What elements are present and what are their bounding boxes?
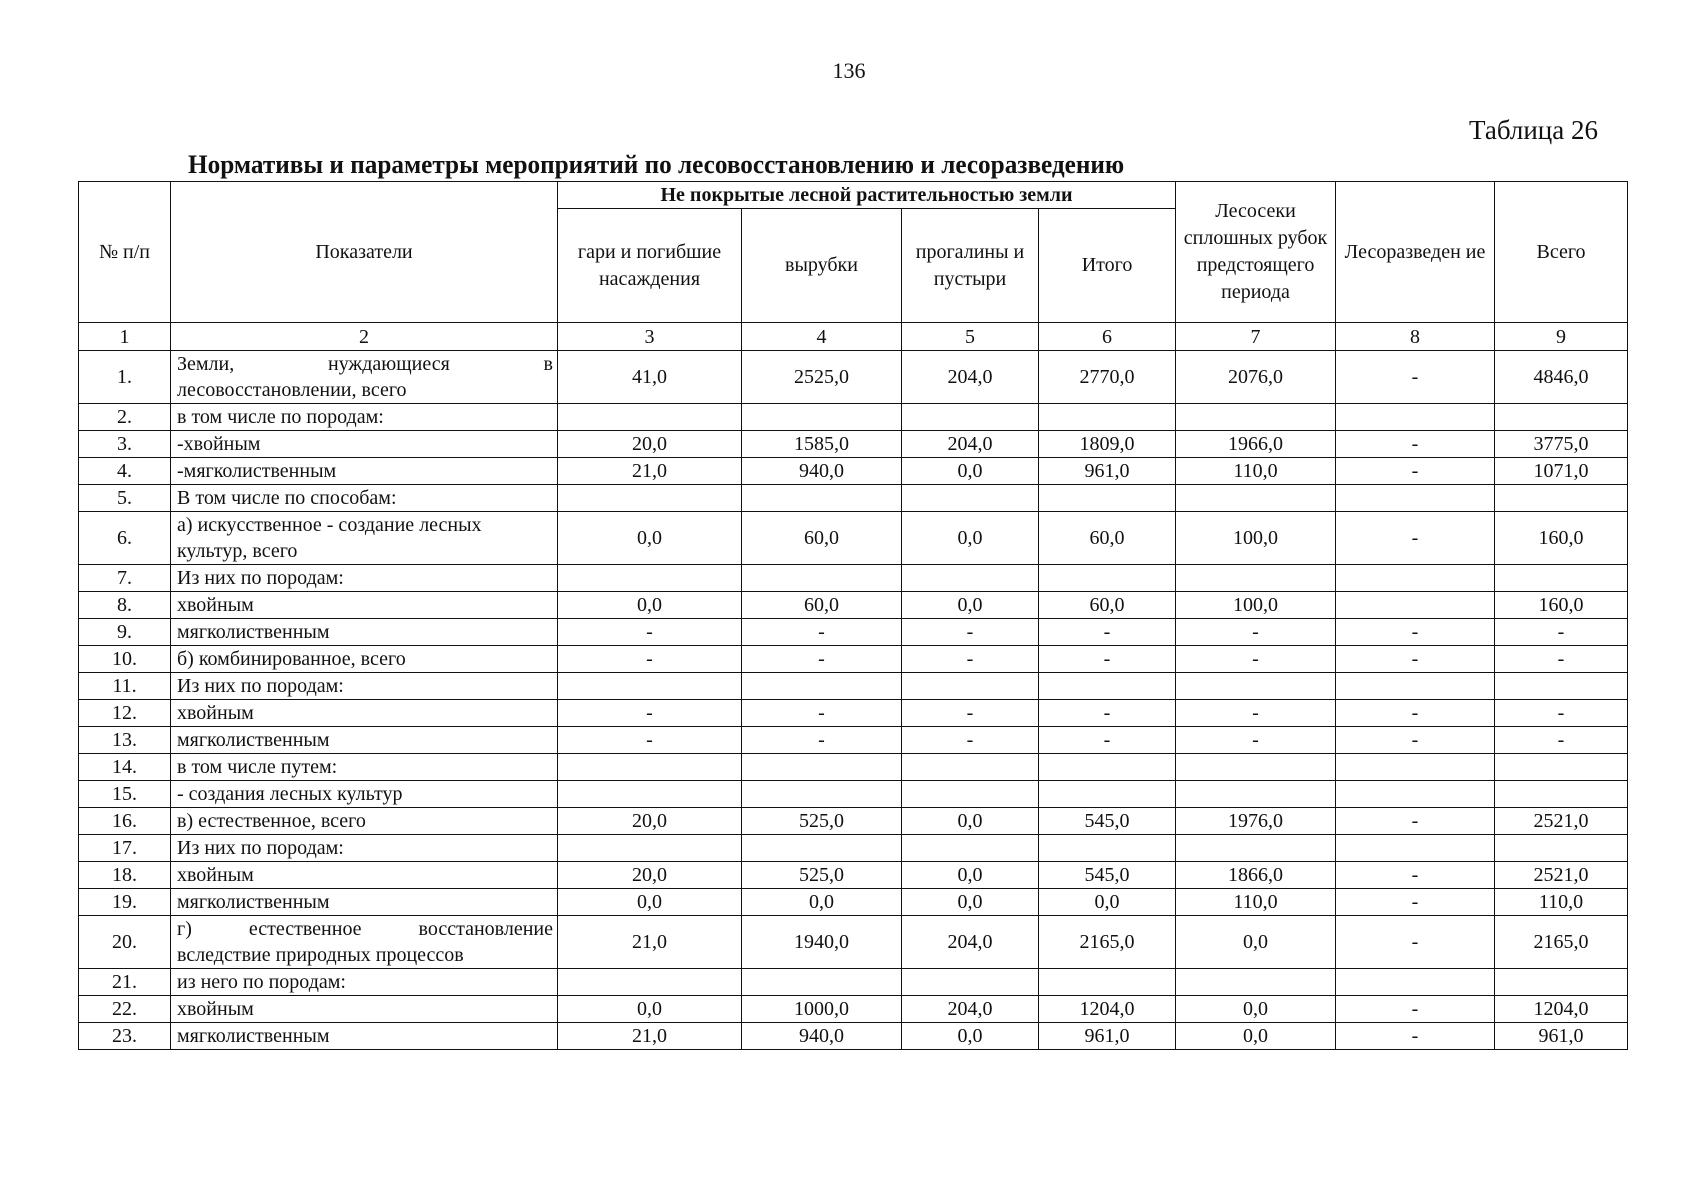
table-label: Таблица 26: [1469, 115, 1598, 145]
value-cell: -: [1495, 619, 1628, 646]
value-cell: 160,0: [1495, 592, 1628, 619]
value-cell: 0,0: [558, 889, 742, 916]
value-cell: [902, 673, 1039, 700]
row-indicator: Из них по породам:: [171, 673, 558, 700]
value-cell: [558, 835, 742, 862]
value-cell: [742, 404, 902, 431]
value-cell: 545,0: [1039, 862, 1176, 889]
table-row: [79, 1023, 1628, 1050]
row-number: 23.: [79, 1023, 171, 1050]
value-cell: 110,0: [1176, 889, 1336, 916]
table-row: [79, 727, 1628, 754]
header-col-all: Всего: [1495, 182, 1628, 323]
value-cell: 545,0: [1039, 808, 1176, 835]
value-cell: -: [1336, 727, 1495, 754]
table-row: [79, 862, 1628, 889]
column-number: 1: [79, 323, 171, 351]
row-number: 14.: [79, 754, 171, 781]
value-cell: 1204,0: [1039, 996, 1176, 1023]
row-number: 11.: [79, 673, 171, 700]
value-cell: -: [1039, 727, 1176, 754]
value-cell: -: [1336, 458, 1495, 485]
value-cell: [1495, 969, 1628, 996]
row-number: 18.: [79, 862, 171, 889]
table-row: [79, 592, 1628, 619]
value-cell: [558, 781, 742, 808]
value-cell: 1866,0: [1176, 862, 1336, 889]
value-cell: -: [902, 646, 1039, 673]
header-col-afforestation: Лесоразведен ие: [1336, 182, 1495, 323]
value-cell: -: [1336, 862, 1495, 889]
value-cell: [742, 485, 902, 512]
indicator-line: вследствие природных процессов: [177, 944, 464, 966]
row-indicator: мягколиственным: [171, 889, 558, 916]
row-number: 3.: [79, 431, 171, 458]
value-cell: [1336, 592, 1495, 619]
row-indicator: [171, 351, 558, 404]
row-indicator: хвойным: [171, 862, 558, 889]
row-number: 8.: [79, 592, 171, 619]
column-number: 5: [902, 323, 1039, 351]
row-indicator: хвойным: [171, 700, 558, 727]
value-cell: -: [742, 700, 902, 727]
value-cell: -: [1176, 727, 1336, 754]
table-row: [79, 619, 1628, 646]
value-cell: [1336, 565, 1495, 592]
value-cell: 0,0: [1176, 996, 1336, 1023]
value-cell: -: [1039, 700, 1176, 727]
value-cell: [558, 754, 742, 781]
row-indicator: в том числе путем:: [171, 754, 558, 781]
value-cell: 1940,0: [742, 916, 902, 969]
value-cell: 204,0: [902, 431, 1039, 458]
value-cell: 4846,0: [1495, 351, 1628, 404]
value-cell: [742, 969, 902, 996]
value-cell: -: [1039, 646, 1176, 673]
value-cell: [1176, 565, 1336, 592]
value-cell: [1495, 835, 1628, 862]
table-header: [79, 182, 1628, 351]
value-cell: 1204,0: [1495, 996, 1628, 1023]
value-cell: [902, 565, 1039, 592]
value-cell: -: [1336, 808, 1495, 835]
value-cell: [1495, 754, 1628, 781]
table-title: Нормативы и параметры мероприятий по лесовосстановлению и лесоразведению: [188, 150, 1125, 179]
row-indicator: из него по породам:: [171, 969, 558, 996]
value-cell: [1495, 673, 1628, 700]
value-cell: [1336, 781, 1495, 808]
value-cell: 100,0: [1176, 592, 1336, 619]
row-number: 20.: [79, 916, 171, 969]
table-row: [79, 485, 1628, 512]
row-indicator: в) естественное, всего: [171, 808, 558, 835]
value-cell: 0,0: [742, 889, 902, 916]
value-cell: 20,0: [558, 431, 742, 458]
value-cell: [1039, 404, 1176, 431]
value-cell: -: [1336, 619, 1495, 646]
value-cell: [1176, 404, 1336, 431]
header-group-not-covered: Не покрытые лесной растительностью земли: [558, 182, 1176, 209]
row-indicator: В том числе по способам:: [171, 485, 558, 512]
row-indicator: -мягколиственным: [171, 458, 558, 485]
value-cell: 1809,0: [1039, 431, 1176, 458]
value-cell: [902, 781, 1039, 808]
value-cell: [902, 404, 1039, 431]
value-cell: [558, 969, 742, 996]
value-cell: 1966,0: [1176, 431, 1336, 458]
value-cell: [742, 781, 902, 808]
table-row: [79, 673, 1628, 700]
value-cell: [902, 835, 1039, 862]
row-number: 19.: [79, 889, 171, 916]
value-cell: [1176, 754, 1336, 781]
value-cell: 525,0: [742, 862, 902, 889]
row-indicator: хвойным: [171, 592, 558, 619]
value-cell: -: [1336, 996, 1495, 1023]
row-number: 9.: [79, 619, 171, 646]
value-cell: 961,0: [1039, 1023, 1176, 1050]
value-cell: 0,0: [902, 512, 1039, 565]
column-number: 9: [1495, 323, 1628, 351]
value-cell: -: [1495, 727, 1628, 754]
value-cell: [1039, 781, 1176, 808]
row-number: 16.: [79, 808, 171, 835]
value-cell: -: [558, 619, 742, 646]
value-cell: 204,0: [902, 351, 1039, 404]
header-col-total: Итого: [1039, 209, 1176, 323]
row-number: 4.: [79, 458, 171, 485]
value-cell: -: [1336, 351, 1495, 404]
table-row: [79, 996, 1628, 1023]
table-row: [79, 458, 1628, 485]
row-number: 13.: [79, 727, 171, 754]
value-cell: -: [558, 727, 742, 754]
value-cell: [558, 565, 742, 592]
value-cell: 21,0: [558, 458, 742, 485]
value-cell: [902, 485, 1039, 512]
value-cell: 525,0: [742, 808, 902, 835]
row-number: 17.: [79, 835, 171, 862]
row-number: 10.: [79, 646, 171, 673]
row-indicator: в том числе по породам:: [171, 404, 558, 431]
row-indicator: Из них по породам:: [171, 565, 558, 592]
header-col-burns: гари и погибшие насаждения: [558, 209, 742, 323]
header-col-clearcuts: Лесосеки сплошных рубок предстоящего периода: [1176, 182, 1336, 323]
value-cell: [902, 754, 1039, 781]
value-cell: 21,0: [558, 1023, 742, 1050]
value-cell: 0,0: [558, 512, 742, 565]
value-cell: [1336, 835, 1495, 862]
value-cell: 1000,0: [742, 996, 902, 1023]
value-cell: -: [1336, 646, 1495, 673]
value-cell: [558, 404, 742, 431]
value-cell: 0,0: [902, 592, 1039, 619]
column-numbers-row: [79, 323, 1628, 351]
value-cell: 2165,0: [1495, 916, 1628, 969]
value-cell: -: [1176, 619, 1336, 646]
row-indicator: мягколиственным: [171, 1023, 558, 1050]
value-cell: [902, 969, 1039, 996]
value-cell: -: [558, 700, 742, 727]
value-cell: [1176, 781, 1336, 808]
value-cell: -: [742, 619, 902, 646]
value-cell: [558, 673, 742, 700]
value-cell: -: [1336, 889, 1495, 916]
value-cell: -: [902, 700, 1039, 727]
indicator-line: лесовосстановлении, всего: [177, 379, 407, 401]
value-cell: -: [742, 727, 902, 754]
row-indicator: а) искусственное - создание лесных культур, всего: [171, 512, 558, 565]
column-number: 3: [558, 323, 742, 351]
value-cell: 1976,0: [1176, 808, 1336, 835]
value-cell: 2165,0: [1039, 916, 1176, 969]
value-cell: [1176, 969, 1336, 996]
value-cell: [1176, 835, 1336, 862]
value-cell: [558, 485, 742, 512]
table-row: [79, 754, 1628, 781]
table-row: [79, 969, 1628, 996]
value-cell: 0,0: [1176, 1023, 1336, 1050]
value-cell: [742, 754, 902, 781]
value-cell: 0,0: [1176, 916, 1336, 969]
value-cell: 20,0: [558, 808, 742, 835]
forest-restoration-table: [78, 181, 1628, 1050]
row-indicator: -хвойным: [171, 431, 558, 458]
value-cell: -: [1495, 700, 1628, 727]
value-cell: [1336, 969, 1495, 996]
value-cell: 0,0: [902, 862, 1039, 889]
value-cell: [1039, 835, 1176, 862]
table-row: [79, 781, 1628, 808]
table-row: [79, 835, 1628, 862]
row-number: 5.: [79, 485, 171, 512]
indicator-word: Земли,: [177, 353, 235, 375]
value-cell: -: [902, 727, 1039, 754]
table-row: [79, 808, 1628, 835]
header-col-cuttings: вырубки: [742, 209, 902, 323]
value-cell: [1039, 754, 1176, 781]
value-cell: -: [1336, 512, 1495, 565]
value-cell: 2525,0: [742, 351, 902, 404]
value-cell: -: [1336, 700, 1495, 727]
value-cell: [1039, 485, 1176, 512]
value-cell: 204,0: [902, 916, 1039, 969]
column-number: 2: [171, 323, 558, 351]
value-cell: [1495, 485, 1628, 512]
value-cell: 0,0: [558, 996, 742, 1023]
value-cell: 0,0: [902, 1023, 1039, 1050]
column-number: 8: [1336, 323, 1495, 351]
indicator-word: нуждающиеся: [327, 353, 450, 375]
indicator-word: в: [543, 353, 553, 375]
row-number: 6.: [79, 512, 171, 565]
value-cell: [1336, 673, 1495, 700]
value-cell: [1039, 673, 1176, 700]
indicator-word: г): [177, 918, 192, 940]
value-cell: 3775,0: [1495, 431, 1628, 458]
value-cell: 60,0: [1039, 592, 1176, 619]
value-cell: 940,0: [742, 1023, 902, 1050]
column-number: 4: [742, 323, 902, 351]
value-cell: 60,0: [742, 592, 902, 619]
value-cell: 41,0: [558, 351, 742, 404]
value-cell: 940,0: [742, 458, 902, 485]
value-cell: [1495, 404, 1628, 431]
value-cell: -: [1039, 619, 1176, 646]
column-number: 6: [1039, 323, 1176, 351]
row-number: 1.: [79, 351, 171, 404]
table-row: [79, 431, 1628, 458]
table-row: [79, 351, 1628, 404]
table-row: [79, 565, 1628, 592]
row-indicator: б) комбинированное, всего: [171, 646, 558, 673]
value-cell: -: [1176, 646, 1336, 673]
value-cell: [1336, 754, 1495, 781]
value-cell: [1039, 565, 1176, 592]
row-indicator: [171, 916, 558, 969]
value-cell: -: [558, 646, 742, 673]
table-row: [79, 512, 1628, 565]
value-cell: 961,0: [1495, 1023, 1628, 1050]
header-col-glades: прогалины и пустыри: [902, 209, 1039, 323]
table-row: [79, 889, 1628, 916]
value-cell: 110,0: [1176, 458, 1336, 485]
table-row: [79, 404, 1628, 431]
value-cell: [1176, 673, 1336, 700]
value-cell: -: [1176, 700, 1336, 727]
value-cell: 60,0: [1039, 512, 1176, 565]
value-cell: [1495, 781, 1628, 808]
row-indicator: - создания лесных культур: [171, 781, 558, 808]
value-cell: -: [1336, 431, 1495, 458]
row-indicator: мягколиственным: [171, 727, 558, 754]
value-cell: 2770,0: [1039, 351, 1176, 404]
row-number: 7.: [79, 565, 171, 592]
value-cell: 60,0: [742, 512, 902, 565]
header-col-num: № п/п: [79, 182, 171, 323]
header-col-indicators: Показатели: [171, 182, 558, 323]
row-number: 2.: [79, 404, 171, 431]
column-number: 7: [1176, 323, 1336, 351]
value-cell: -: [902, 619, 1039, 646]
value-cell: 1585,0: [742, 431, 902, 458]
table-body: [79, 351, 1628, 1050]
value-cell: 2076,0: [1176, 351, 1336, 404]
value-cell: [1336, 404, 1495, 431]
value-cell: 0,0: [902, 808, 1039, 835]
value-cell: 2521,0: [1495, 808, 1628, 835]
table-row: [79, 700, 1628, 727]
value-cell: [1336, 485, 1495, 512]
row-number: 12.: [79, 700, 171, 727]
value-cell: 1071,0: [1495, 458, 1628, 485]
row-number: 15.: [79, 781, 171, 808]
value-cell: 204,0: [902, 996, 1039, 1023]
value-cell: 0,0: [558, 592, 742, 619]
row-indicator: мягколиственным: [171, 619, 558, 646]
value-cell: 961,0: [1039, 458, 1176, 485]
value-cell: -: [1495, 646, 1628, 673]
value-cell: [1039, 969, 1176, 996]
row-indicator: Из них по породам:: [171, 835, 558, 862]
value-cell: 2521,0: [1495, 862, 1628, 889]
value-cell: 100,0: [1176, 512, 1336, 565]
indicator-word: восстановление: [418, 918, 553, 940]
value-cell: [1495, 565, 1628, 592]
value-cell: 21,0: [558, 916, 742, 969]
value-cell: 0,0: [902, 889, 1039, 916]
row-number: 22.: [79, 996, 171, 1023]
value-cell: 160,0: [1495, 512, 1628, 565]
value-cell: 0,0: [1039, 889, 1176, 916]
value-cell: 20,0: [558, 862, 742, 889]
value-cell: 110,0: [1495, 889, 1628, 916]
table-row: [79, 916, 1628, 969]
row-indicator: хвойным: [171, 996, 558, 1023]
value-cell: [742, 565, 902, 592]
indicator-word: естественное: [248, 918, 362, 940]
value-cell: -: [1336, 916, 1495, 969]
row-number: 21.: [79, 969, 171, 996]
page-number: 136: [832, 58, 866, 83]
value-cell: [1176, 485, 1336, 512]
table-row: [79, 646, 1628, 673]
value-cell: -: [742, 646, 902, 673]
value-cell: -: [1336, 1023, 1495, 1050]
value-cell: [742, 835, 902, 862]
value-cell: 0,0: [902, 458, 1039, 485]
value-cell: [742, 673, 902, 700]
